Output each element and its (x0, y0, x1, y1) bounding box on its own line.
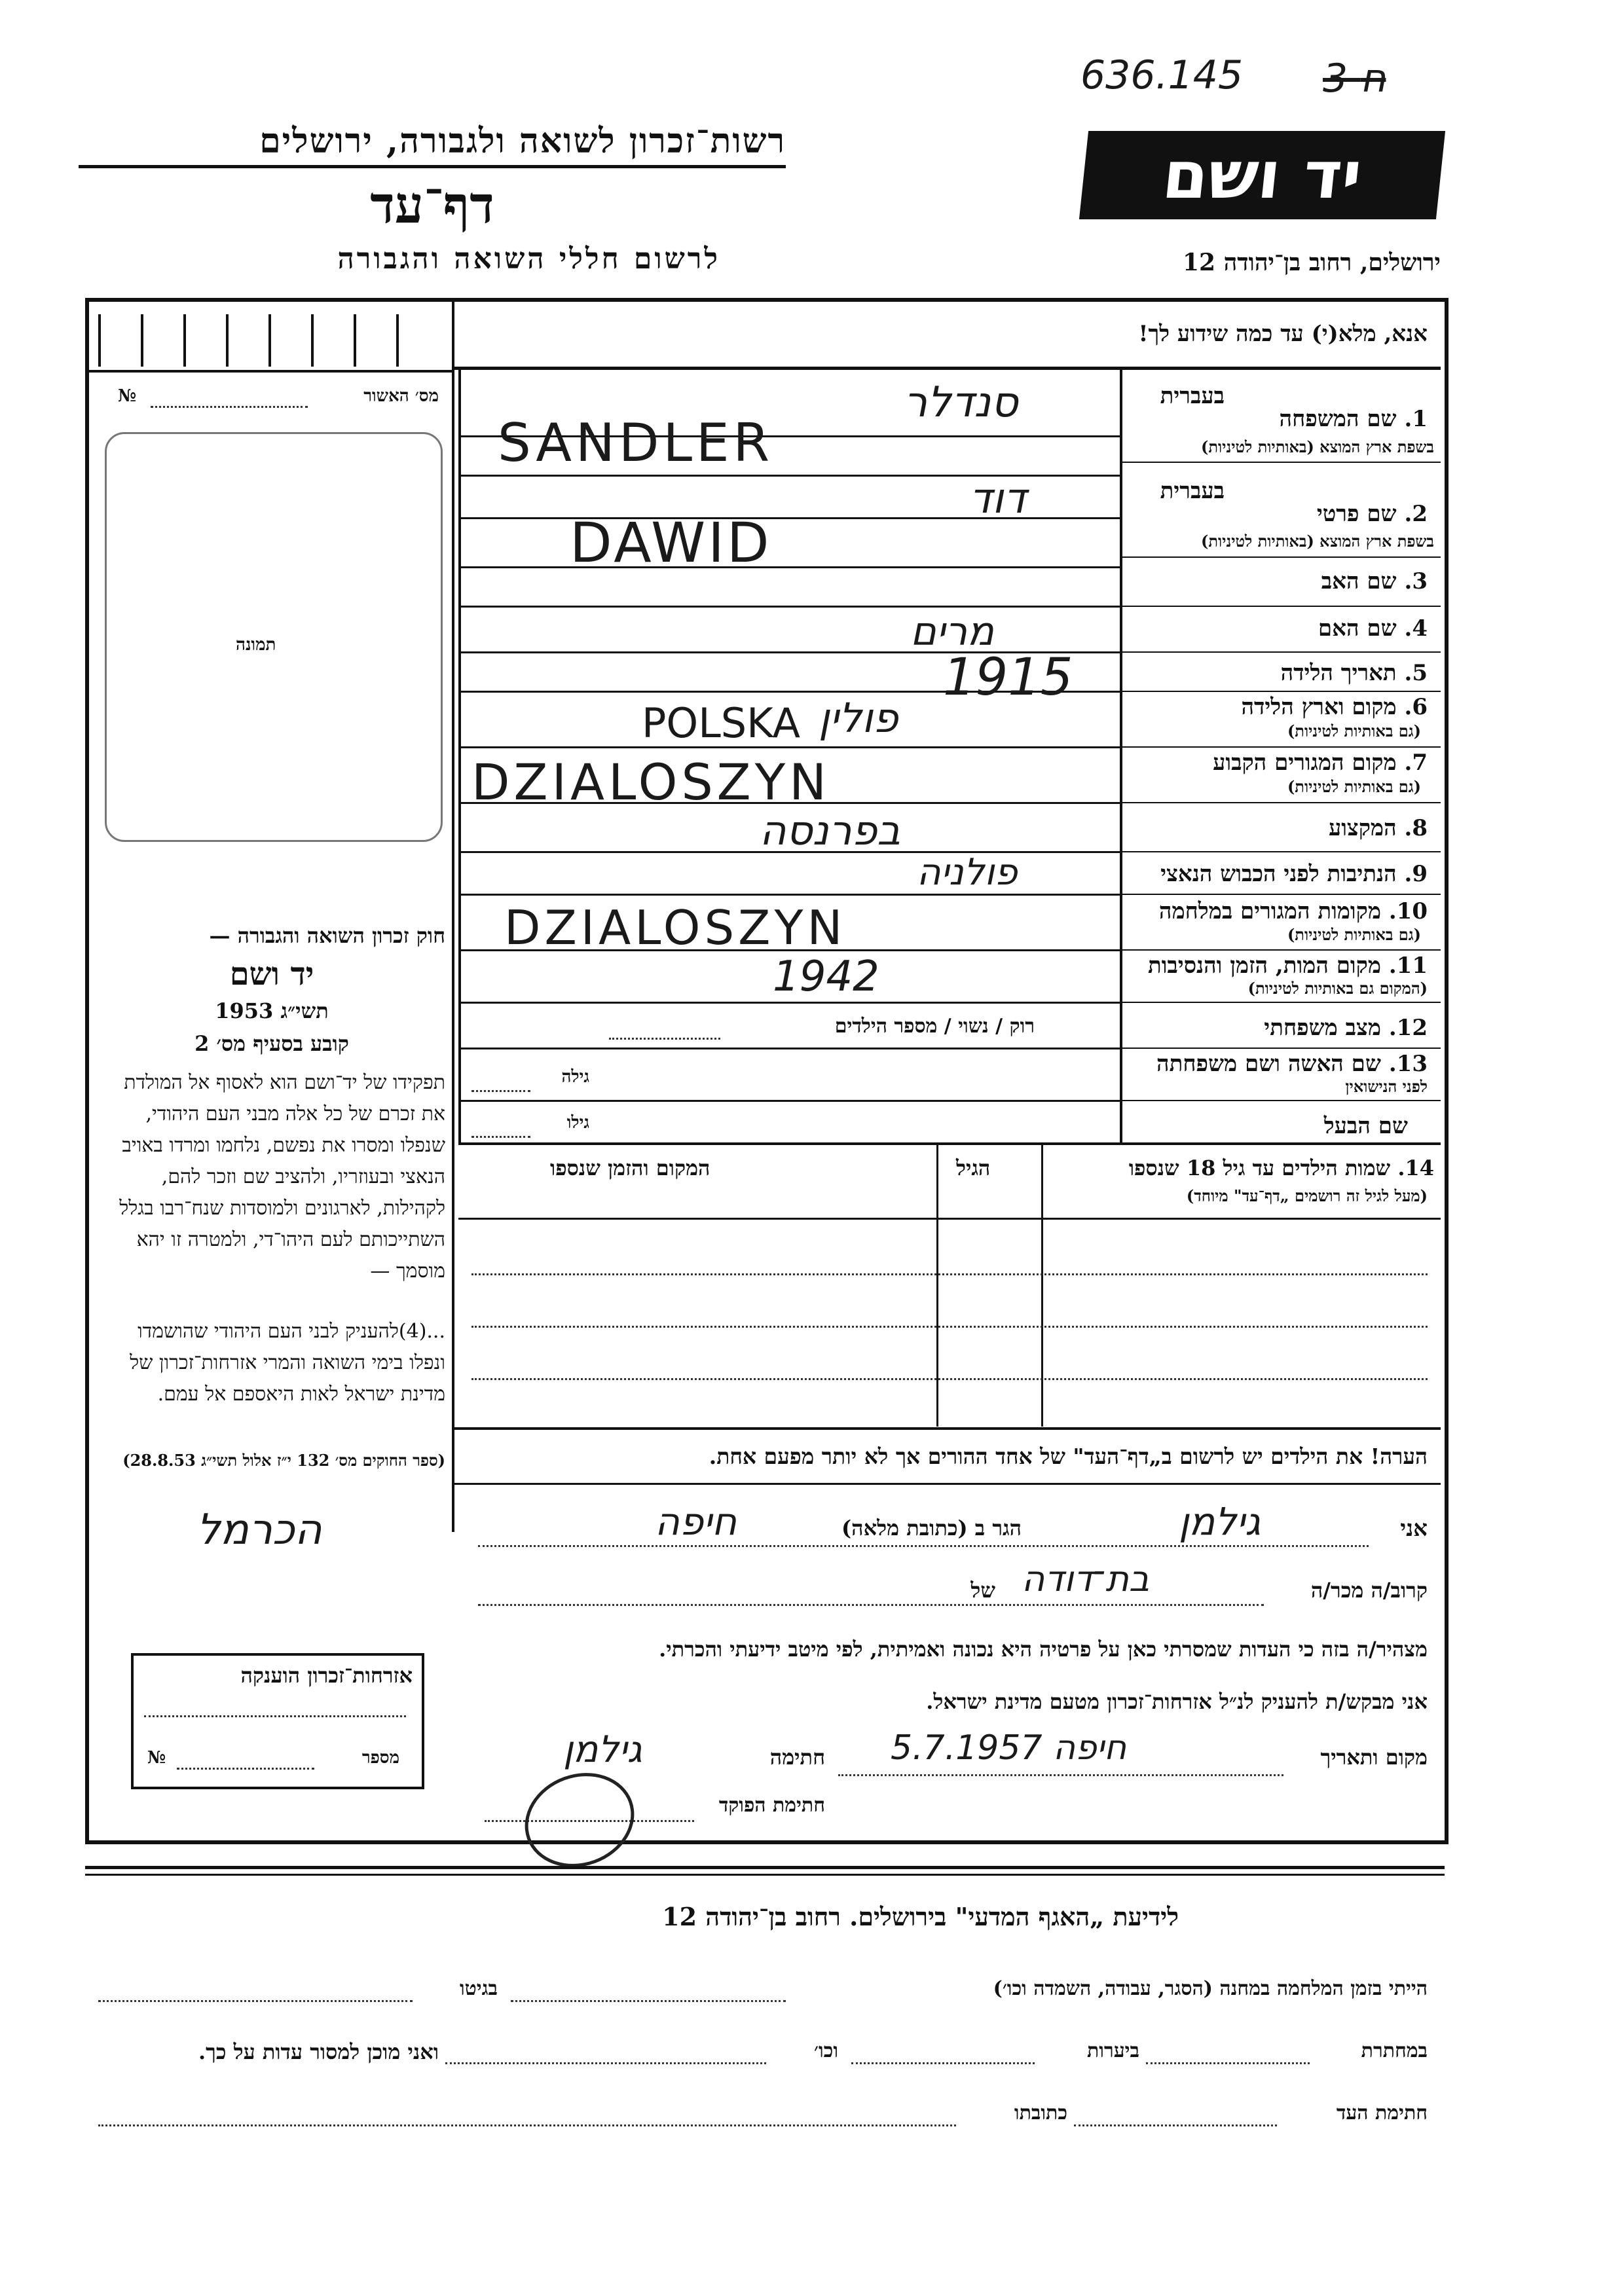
f12-dots (609, 1038, 720, 1040)
f1-sub: בשפת ארץ המוצא (באותיות לטיניות) (1201, 437, 1434, 456)
note: הערה! את הילדים יש לרשום ב„דף־העד" של אחד ההורים אך לא יותר מפעם אחת. (709, 1444, 1428, 1469)
rule-3 (458, 606, 1120, 608)
f2-hebrew-tag: בעברית (1160, 478, 1225, 504)
f2-label (1133, 501, 1428, 527)
law-clause: קובע בסעיף מס׳ 2 (194, 1031, 349, 1056)
decl-line-1 (478, 1545, 1369, 1547)
f11-text: מקום המות, הזמן והנסיבות (1147, 953, 1381, 979)
f2-text: שם פרטי (1316, 501, 1397, 527)
bottom-rule-2 (85, 1874, 1445, 1876)
child-row-2 (471, 1326, 1428, 1328)
bottom-line2-dots-a (1146, 2062, 1310, 2064)
decl-signature-value: גילמן (563, 1728, 642, 1771)
approval-dots (151, 406, 308, 408)
age-dots-2 (471, 1136, 530, 1138)
f6-text: מקום וארץ הלידה (1241, 694, 1397, 720)
child-row-3 (471, 1378, 1428, 1380)
instruction-rule (453, 367, 1441, 370)
bottom-line1: הייתי בזמן המלחמה במחנה (הסגר, עבודה, השמדה וכו׳) (993, 1977, 1428, 2000)
f6-value-heb: פולין (819, 694, 898, 742)
f5-text: תאריך הלידה (1280, 660, 1397, 686)
decl-official-sig: חתימת הפוקד (718, 1794, 825, 1817)
f6-label (1133, 694, 1428, 720)
lrule-13 (1122, 1100, 1441, 1101)
yad-vashem-logo (1079, 131, 1445, 219)
f13-sub: לפני הנישואין (1345, 1077, 1428, 1096)
lrule-11 (1122, 1002, 1441, 1003)
f5-label (1133, 660, 1428, 686)
lrule-2 (1122, 556, 1441, 558)
f14-sub: (מעל לגיל זה רושמים „דף־עד" מיוחד) (1186, 1186, 1428, 1205)
f7-text: מקום המגורים הקבוע (1213, 750, 1397, 776)
form-title: דף־עד (370, 175, 494, 235)
f1-lat-value: SANDLER (498, 412, 774, 473)
citizenship-title: אזרחות־זכרון הוענקה (240, 1663, 413, 1688)
lrule-9 (1122, 894, 1441, 895)
law-title: חוק זכרון השואה והגבורה — (209, 923, 445, 948)
lrule-3 (1122, 606, 1441, 607)
lrule-8 (1122, 851, 1441, 852)
decl-line-3 (838, 1774, 1283, 1776)
law-reference: (ספר החוקים מס׳ 132 י״ז אלול תשי״ג 28.8.53) (122, 1451, 445, 1470)
f9-label (1126, 861, 1428, 887)
f1-num: 1. (1404, 406, 1428, 432)
f8-label (1133, 815, 1428, 841)
law-year-num: 1953 (215, 998, 274, 1023)
bottom-line2-c: וכו׳ (814, 2039, 838, 2062)
f4-num: 4. (1404, 615, 1428, 642)
citizenship-number-label: מספר (361, 1748, 399, 1768)
f4-label (1133, 615, 1428, 642)
lrule-5 (1122, 691, 1441, 692)
col-sep-2 (1041, 1145, 1043, 1427)
f2-sub: בשפת ארץ המוצא (באותיות לטיניות) (1201, 532, 1434, 551)
bottom-line2-dots-c (445, 2062, 766, 2064)
approval-no-mark: № (118, 386, 137, 406)
age-label-2: גילו (566, 1113, 589, 1133)
bottom-line1-dots (511, 2000, 786, 2002)
husband-label: שם הבעל (1323, 1113, 1408, 1139)
bottom-line3-dots-b (98, 2124, 956, 2126)
age-label-1: גילה (561, 1067, 589, 1087)
f13-label (1126, 1051, 1428, 1077)
law-body: תפקידו של יד־ושם הוא לאסוף אל המולדת את זכרם של כל אלה מבני העם היהודי, שנפלו ומסרו את נפשם, נלחמו ומרדו באויב הנאצי ובעוזריו, ולהציב שם וזכר להם, לקהילות, לארגונים ולמוסדות שנח־רבו בגלל השתייכותם לעם היהו־די, ולמטרה זו יהא מוסמך — (119, 1071, 445, 1283)
citizenship-dots-2 (177, 1768, 314, 1770)
hw-left-note: הכרמל (196, 1506, 322, 1554)
f11-label (1126, 953, 1428, 979)
address: ירושלים, רחוב בן־יהודה 12 (1182, 249, 1441, 276)
f3-text: שם האב (1321, 568, 1397, 594)
left-column-border (452, 301, 454, 1532)
corner-mark: 3 ח (1323, 56, 1386, 101)
bottom-line2-dots-b (851, 2062, 1035, 2064)
citizenship-number-mark: № (147, 1748, 166, 1768)
age-dots-1 (471, 1090, 530, 1092)
f10-text: מקומות המגורים במלחמה (1158, 898, 1381, 924)
value-column-left (458, 370, 461, 1142)
f7-label (1133, 750, 1428, 776)
rule-2b (458, 566, 1120, 568)
col-place-time: המקום והזמן שנספו (550, 1156, 710, 1180)
f1-text: שם המשפחה (1279, 406, 1397, 432)
f11-value: 1942 (773, 953, 879, 1001)
photo-label: תמונה (236, 635, 276, 655)
decl-relative: קרוב/ה מכר/ה (1310, 1578, 1428, 1603)
f4-text: שם האם (1318, 615, 1397, 642)
f5-num: 5. (1404, 660, 1428, 686)
bottom-line2-end: ואני מוכן למסור עדות על כך. (198, 2039, 439, 2064)
f1-hebrew-tag: בעברית (1160, 383, 1225, 409)
f11-num: 11. (1388, 953, 1428, 979)
logo-text: יד ושם (1158, 137, 1366, 213)
f5-value: 1915 (943, 648, 1073, 707)
rule-12 (458, 1048, 1120, 1049)
child-row-1 (471, 1273, 1428, 1275)
law-year-heb: תשי״ג (280, 998, 329, 1023)
note-rule (453, 1483, 1441, 1485)
instruction: אנא, מלא(י) עד כמה שידוע לך! (1138, 321, 1428, 347)
citizenship-dots-1 (144, 1715, 406, 1717)
approval-label: מס׳ האשור (363, 386, 439, 406)
decl-place-date-value: חיפה 5.7.1957 (891, 1728, 1127, 1768)
bottom-line2-b: ביערות (1086, 2039, 1139, 2062)
rule-11 (458, 1002, 1120, 1004)
bottom-line3-dots-a (1074, 2124, 1277, 2126)
ticks-rule (85, 370, 453, 373)
children-header-rule (458, 1218, 1441, 1220)
lrule-6 (1122, 746, 1441, 748)
f9-value: פולניה (917, 851, 1018, 894)
f6-value-lat: POLSKA (642, 699, 801, 747)
decl-name-value: גילמן (1179, 1499, 1261, 1544)
f13-text: שם האשה ושם משפחתה (1156, 1051, 1381, 1077)
rule-9 (458, 894, 1120, 896)
f9-num: 9. (1404, 861, 1428, 887)
bottom-rule-1 (85, 1866, 1445, 1869)
bottom-line1-end: בגיטו (459, 1977, 498, 2000)
f4-value: מרים (910, 609, 994, 655)
lrule-12 (1122, 1048, 1441, 1049)
f13-num: 13. (1388, 1051, 1428, 1077)
law-year (98, 998, 445, 1023)
children-bottom-rule (453, 1427, 1441, 1430)
decl-declare: מצהיר/ה בזה כי העדות שמסרתי כאן על פרטיה היא נכונה ואמיתית, לפי מיטב ידיעתי והכרתי. (659, 1637, 1428, 1662)
decl-relation-value: בת־דודה (1022, 1558, 1150, 1599)
lrule-4 (1122, 651, 1441, 653)
f2-heb-value: דוד (969, 475, 1027, 523)
decl-signature-label: חתימה (769, 1745, 825, 1770)
decl-residing: הגר ב (כתובת מלאה) (841, 1516, 1022, 1540)
bottom-notice: לידיעת „האגף המדעי" בירושלים. רחוב בן־יהודה 12 (662, 1902, 1179, 1931)
lrule-7 (1122, 802, 1441, 803)
bottom-line2-a: במחתרת (1361, 2039, 1428, 2062)
f12-text: מצב משפחתי (1264, 1015, 1381, 1041)
decl-address-value: חיפה (655, 1499, 737, 1544)
f12-num: 12. (1388, 1015, 1428, 1041)
f2-num: 2. (1404, 501, 1428, 527)
f3-num: 3. (1404, 568, 1428, 594)
f6-sub: (גם באותיות לטיניות) (1287, 721, 1421, 740)
decl-request: אני מבקש/ת להעניק לנ״ל אזרחות־זכרון מטעם מדינת ישראל. (926, 1689, 1428, 1714)
f1-heb-value: סנדלר (904, 378, 1018, 427)
f10-sub: (גם באותיות לטיניות) (1287, 925, 1421, 944)
f14-num: 14. (1397, 1156, 1434, 1180)
form-subtitle: לרשום חללי השואה והגבורה (337, 242, 720, 276)
law-name: יד ושם (229, 956, 314, 993)
f6-num: 6. (1404, 694, 1428, 720)
bottom-line3-b: כתובתו (1014, 2102, 1067, 2124)
decl-of: של (970, 1578, 995, 1603)
f12-label (1126, 1015, 1428, 1041)
col-age: הגיל (956, 1156, 991, 1180)
col-sep-1 (936, 1145, 938, 1427)
archive-number: 636.145 (1080, 52, 1244, 98)
decl-place-date: מקום ותאריך (1320, 1745, 1428, 1770)
f3-label (1133, 568, 1428, 594)
f10-value: DZIALOSZYN (504, 900, 847, 955)
f1-label (1133, 406, 1428, 432)
approval-ticks (98, 314, 439, 367)
law-body-2: ...(4)להעניק לבני העם היהודי שהושמדו ונפלו בימי השואה והמרי אזרחות־זכרון של מדינת ישראל לאות היאספם אל עמם. (130, 1320, 445, 1406)
f7-num: 7. (1404, 750, 1428, 776)
decl-ani: אני (1400, 1516, 1428, 1542)
f7-sub: (גם באותיות לטיניות) (1287, 777, 1421, 796)
f14-label (1041, 1156, 1434, 1180)
bottom-line3-a: חתימת העד (1336, 2102, 1428, 2124)
label-column-border (1120, 370, 1122, 1142)
lrule-1 (1122, 462, 1441, 463)
rule-13 (458, 1100, 1120, 1102)
decl-line-2 (478, 1604, 1264, 1606)
f12-options: רוק / נשוי / מספר הילדים (834, 1015, 1035, 1038)
f8-num: 8. (1404, 815, 1428, 841)
f10-label (1126, 898, 1428, 924)
bottom-line1-dots-2 (98, 2000, 413, 2002)
f11-sub: (המקום גם באותיות לטיניות) (1247, 979, 1428, 998)
header-rule (79, 165, 786, 168)
lrule-10 (1122, 949, 1441, 951)
f10-num: 10. (1388, 898, 1428, 924)
f7-value: DZIALOSZYN (471, 753, 831, 811)
f8-value: בפרנסה (760, 807, 901, 854)
rule-14-top (458, 1142, 1441, 1145)
f9-text: הנתיבות לפני הכבוש הנאצי (1160, 861, 1397, 887)
f8-text: המקצוע (1328, 815, 1397, 841)
f2-lat-value: DAWID (570, 511, 772, 575)
f14-text: שמות הילדים עד גיל 18 שנספו (1128, 1156, 1391, 1180)
authority-title: רשות־זכרון לשואה ולגבורה, ירושלים (259, 121, 786, 161)
